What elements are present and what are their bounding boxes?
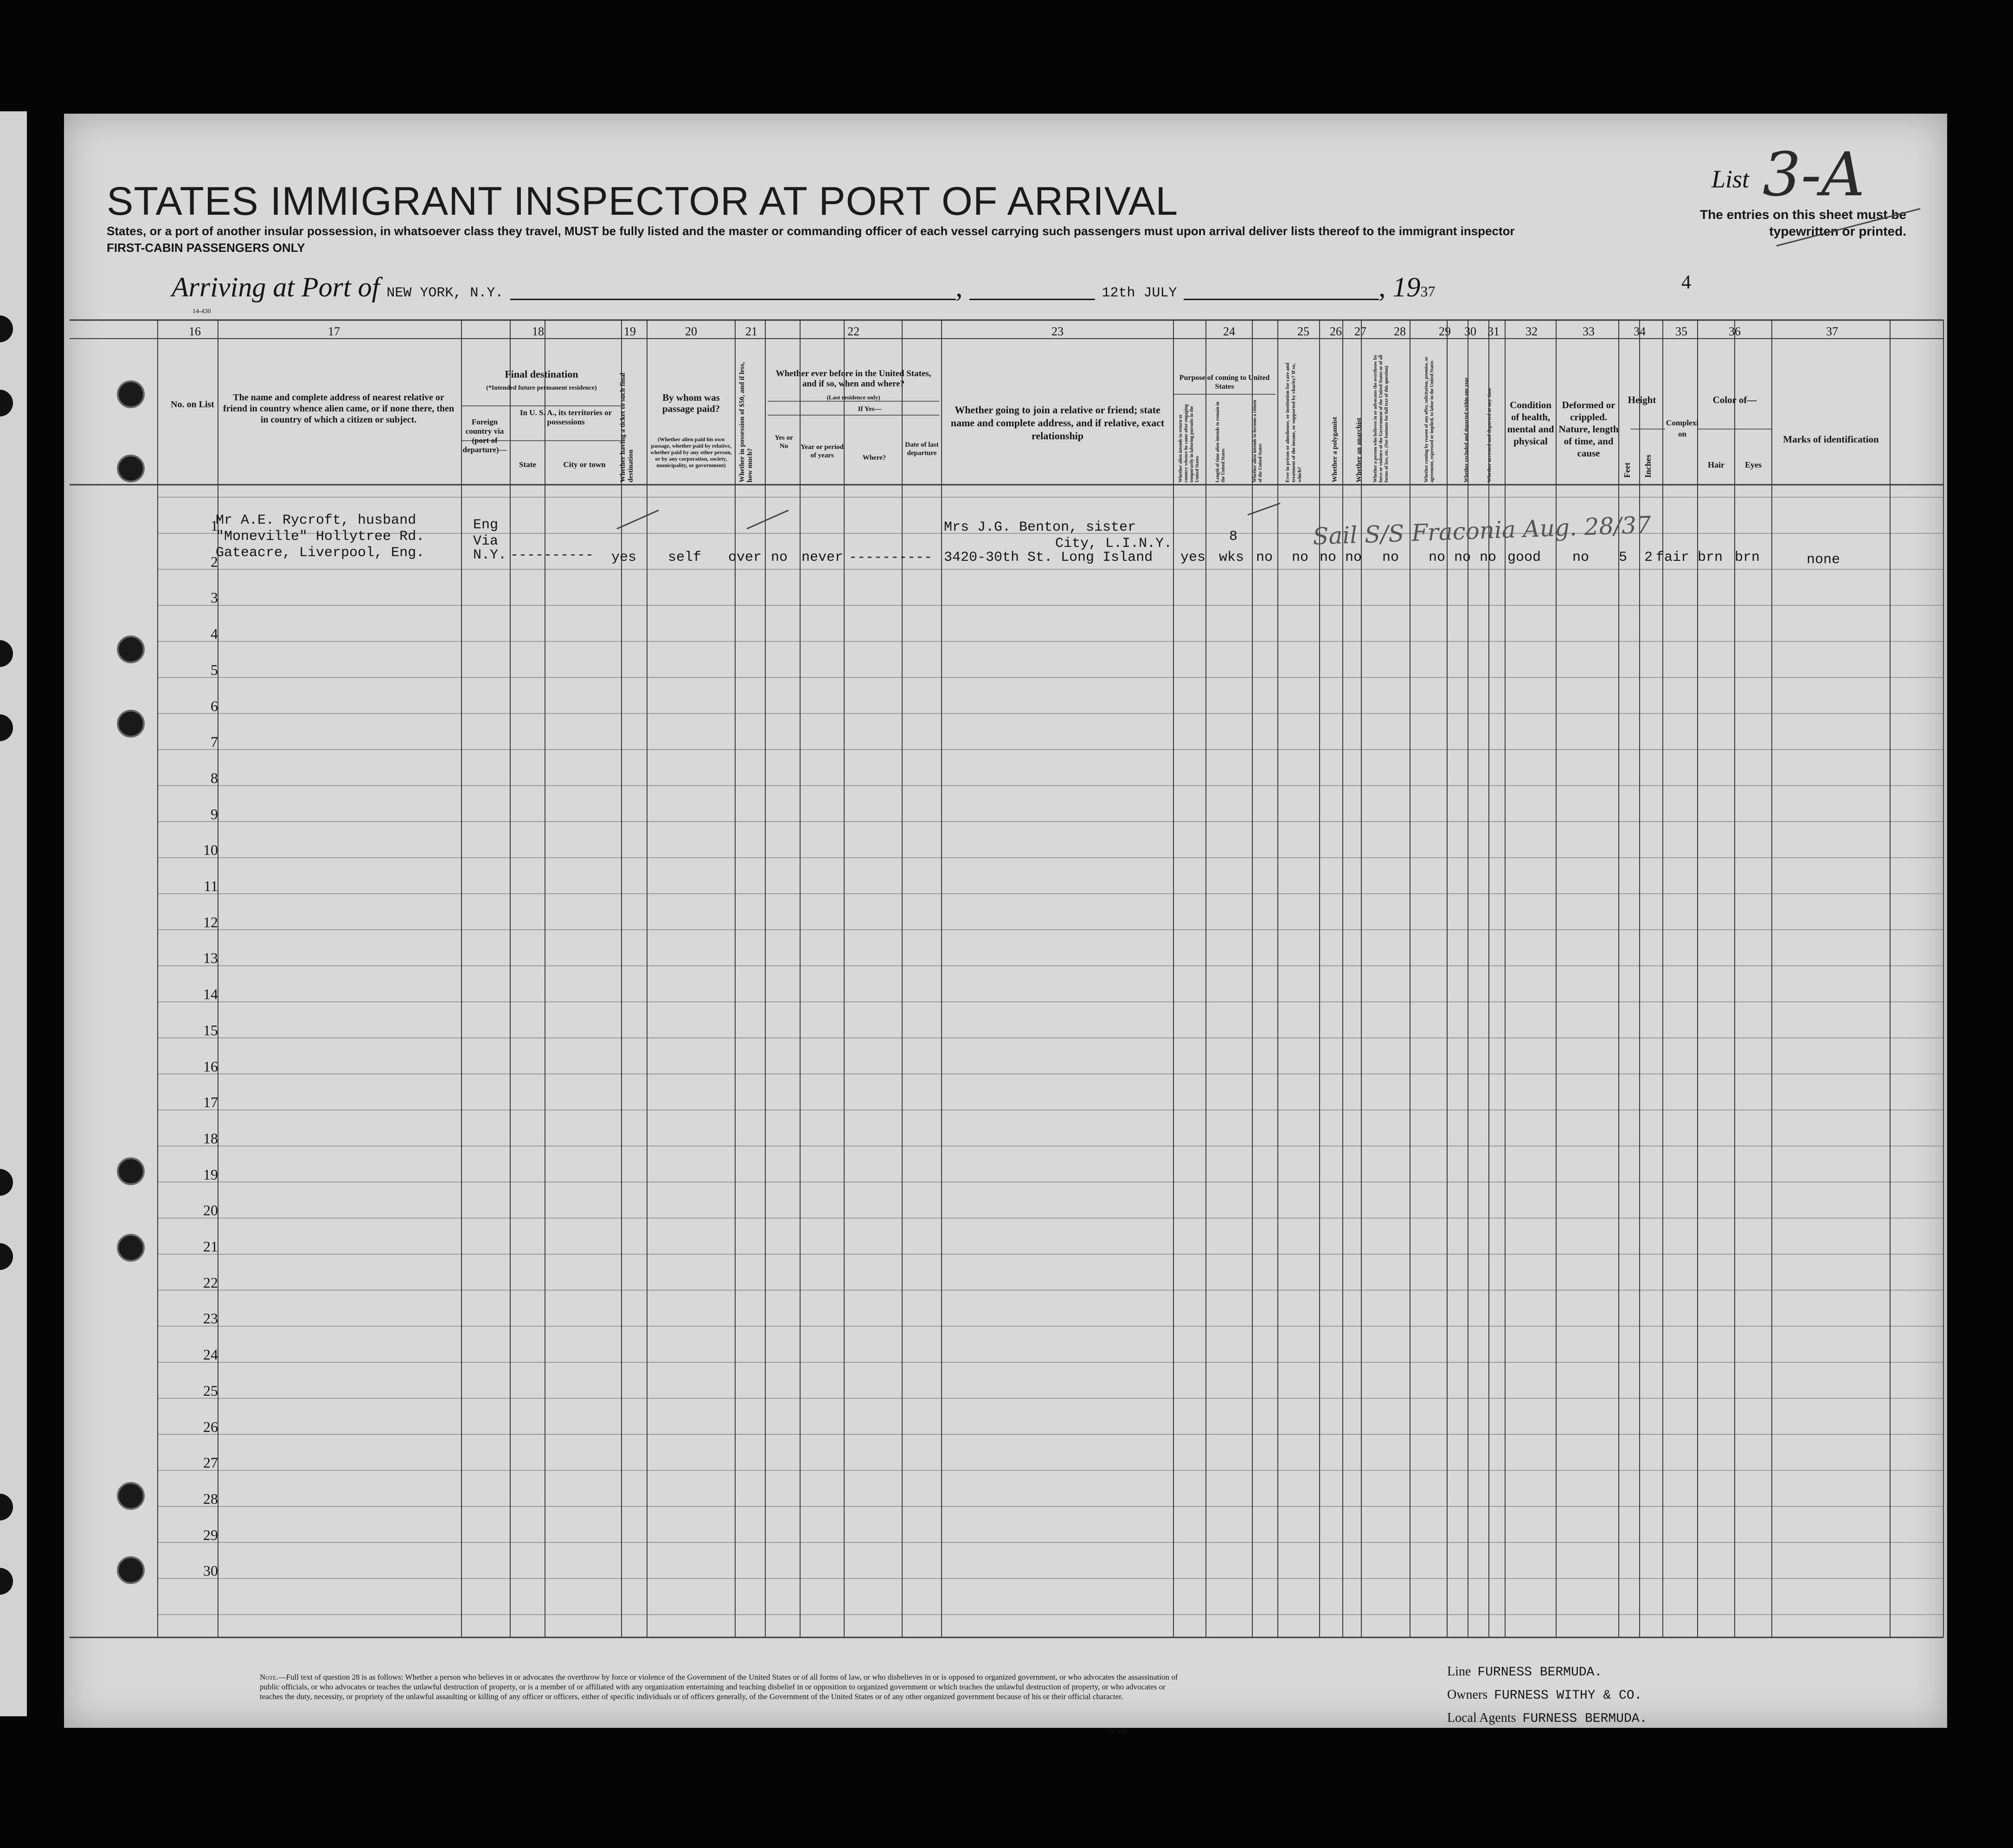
relative-name: Mr A.E. Rycroft, husband: [216, 513, 417, 528]
foreign-via: Via: [473, 533, 499, 549]
col36-header: Color of—: [1712, 394, 1757, 405]
overthrow-value: no: [1382, 550, 1399, 565]
col25-header: Ever in prison or almshouse, or institution for care and treatment of the insane, or supported by charity? If so, which?: [1285, 362, 1302, 482]
list-label: List: [1712, 165, 1750, 193]
row-number: 14: [203, 986, 218, 1003]
col18-usa: In U. S. A., its territories or possessions: [519, 408, 612, 426]
row-number: 8: [211, 769, 218, 786]
col18-subheader: (*Intended future permanent residence): [486, 385, 597, 391]
col22-date: Date of last departure: [905, 441, 939, 457]
port-label: Arriving at Port of: [172, 272, 380, 302]
row-number: 13: [203, 950, 218, 967]
arrival-date: 12th JULY: [1102, 285, 1177, 301]
col19-header: Whether having a ticket to such final destination: [619, 372, 635, 482]
destination-dashes: ----------: [510, 547, 594, 563]
punch-hole: [117, 635, 145, 663]
col34-header: Height: [1628, 394, 1656, 405]
row-number: 19: [203, 1166, 218, 1183]
col17-header: The name and complete address of nearest relative or friend in country whence alien came, or if none there, then in country of which a citizen or subject.: [223, 392, 455, 425]
row-number: 17: [203, 1094, 218, 1111]
footnote-text: —Full text of question 28 is as follows: Whether a person who believes in or advocates the overthrow by force or violence of the Government of the United States or of all forms of law, or who disbelieves in or is opposed to organized government, or who advocates the assassination of public officials, or who advocates or teaches the unlawful destruction of property, or is a member of or affiliated with any organization entertaining and teaching disbelief in or opposition to organized government or which teaches the unlawful destruction of property, or who advocates or teaches the duty, necessity, or propriety of the unlawful assaulting or killing of any officer or officers, either of specific individuals or of officers generally, of the Government of the United States or of any other organized government because of his or their official character.: [260, 1673, 1178, 1701]
row-number: 12: [203, 913, 218, 930]
col-number: 25: [1297, 325, 1309, 338]
line-value: FURNESS BERMUDA.: [1477, 1665, 1603, 1680]
instructions-text: States, or a port of another insular possession, in whatsoever class they travel, MUST be fully listed and the master or commanding officer of each vessel carrying such passengers must upon arrival deliver lists thereof to the immigrant inspector: [107, 224, 1515, 238]
col-number: 30: [1464, 325, 1476, 338]
col24-header: Purpose of coming to United States: [1179, 374, 1270, 391]
row-number: 23: [203, 1310, 218, 1327]
col18-header: Final destination: [505, 368, 578, 380]
col24b-header: Length of time alien intends to remain in the United States: [1215, 402, 1226, 482]
money-value: over: [728, 550, 762, 565]
form-code-bottom: 14-430: [1109, 1728, 1127, 1735]
col-number: 26: [1330, 325, 1342, 338]
row-number: 2: [211, 553, 218, 570]
owners-label: Owners: [1447, 1688, 1488, 1702]
adjacent-page-edge: [0, 111, 27, 1716]
polygamist-value: no: [1320, 550, 1337, 565]
row-number: 4: [211, 625, 218, 642]
manifest-sheet: [64, 114, 1947, 1728]
year-suffix: 37: [1420, 283, 1436, 300]
col18-city: City or town: [563, 460, 606, 469]
col-number: 19: [624, 325, 636, 338]
years-dashes: ----------: [849, 550, 933, 565]
row-number: 22: [203, 1274, 218, 1291]
col22-subheader: (Last residence only): [827, 394, 880, 401]
header-instructions: [107, 223, 1591, 256]
years-value: never: [801, 550, 844, 565]
col-number: 24: [1223, 325, 1235, 338]
prison-value: no: [1292, 550, 1309, 565]
col30-header: Whether excluded and deported within one year: [1463, 377, 1469, 482]
typewritten-note: The entries on this sheet must be typewritten or printed.: [1700, 207, 1906, 238]
punch-hole: [117, 1556, 145, 1584]
col31-header: Whether arrested and deported at any time: [1487, 388, 1492, 482]
citizen-value: no: [1256, 550, 1273, 565]
row-number: 11: [204, 878, 218, 894]
col20-subheader: (Whether alien paid his own passage, whether paid by relative, whether paid by any other person, or by any corporation, society, municipality, or government): [650, 436, 732, 468]
form-code-top: 14-430: [192, 308, 211, 315]
row-number: 29: [203, 1526, 218, 1543]
punch-hole: [0, 1169, 13, 1196]
complexion-value: fair: [1656, 550, 1690, 565]
health-value: good: [1507, 550, 1541, 565]
col24a-header: Whether alien intends to return to country whence he came after engaging temporarily in laboring pursuits in the United States: [1178, 404, 1200, 482]
relative-town: Gateacre, Liverpool, Eng.: [216, 545, 425, 561]
row-number: 18: [203, 1129, 218, 1147]
punch-hole: [117, 380, 145, 408]
hair-value: brn: [1698, 550, 1723, 565]
col-number: 31: [1487, 325, 1500, 338]
page-title: STATES IMMIGRANT INSPECTOR AT PORT OF ARRIVAL: [107, 179, 1179, 224]
ticket-value: yes: [611, 550, 637, 565]
agents-label: Local Agents: [1447, 1711, 1516, 1725]
punch-hole: [0, 640, 13, 667]
col-number: 17: [328, 325, 340, 338]
paid-by-value: self: [668, 550, 702, 565]
col20-header: By whom was passage paid?: [662, 392, 720, 414]
joining-name: Mrs J.G. Benton, sister: [944, 520, 1136, 535]
col28-header: Whether a person who believes in or advocates the overthrow by force or violence of the Government of the United States or of all forms of law, etc. (See footnote for full text of this question): [1373, 355, 1389, 482]
punch-hole: [117, 1157, 145, 1185]
anarchist-value: no: [1345, 550, 1362, 565]
owners-field: [1447, 1688, 1642, 1703]
offer-value: no: [1429, 550, 1446, 565]
col32-header: Condition of health, mental and physical: [1507, 399, 1554, 447]
col-number: 34: [1634, 325, 1646, 338]
col-number: 22: [847, 325, 859, 338]
punch-hole: [0, 714, 13, 741]
col21-header: Whether in possession of $50, and if less, how much?: [738, 362, 754, 482]
punch-hole: [0, 390, 13, 417]
footnote: [260, 1672, 1187, 1701]
col-number: 23: [1051, 325, 1064, 338]
row-number: 10: [203, 841, 218, 859]
row-number: 9: [211, 805, 218, 822]
col-number: 33: [1583, 325, 1595, 338]
year-prefix: 19: [1392, 272, 1421, 302]
row-number: 6: [211, 697, 218, 714]
list-number: 3-A: [1763, 139, 1865, 210]
relative-house: "Moneville" Hollytree Rd.: [216, 529, 425, 545]
punch-hole: [117, 1234, 145, 1262]
col-number: 35: [1675, 325, 1687, 338]
col22-ifyes: If Yes—: [858, 405, 882, 413]
punch-hole: [117, 455, 145, 482]
marks-value: none: [1807, 552, 1840, 568]
col-number: 37: [1826, 325, 1838, 338]
col-number: 27: [1354, 325, 1366, 338]
col27-header: Whether an anarchist: [1355, 417, 1363, 482]
length-unit: wks: [1219, 550, 1244, 565]
line-field: [1447, 1664, 1602, 1680]
length-number: 8: [1229, 529, 1238, 545]
col-number: 29: [1439, 325, 1451, 338]
eyes-value: brn: [1735, 550, 1760, 565]
col36-eyes: Eyes: [1745, 460, 1762, 469]
col-number: 18: [532, 325, 544, 338]
col-number: 28: [1394, 325, 1406, 338]
return-value: yes: [1180, 550, 1206, 565]
excluded-value: no: [1454, 550, 1471, 565]
footnote-label: Note.: [260, 1673, 278, 1681]
col34-inches: Inches: [1643, 454, 1653, 478]
col-number: 16: [189, 325, 201, 338]
row-number: 28: [203, 1490, 218, 1507]
row-number: 25: [203, 1382, 218, 1399]
row-number: 15: [203, 1021, 218, 1039]
row-number: 24: [203, 1346, 218, 1363]
col33-header: Deformed or crippled. Nature, length of time, and cause: [1558, 399, 1619, 459]
col22-year: Year or period of years: [801, 443, 844, 459]
col-number: 21: [745, 325, 757, 338]
col22-yesno: Yes or No: [775, 434, 793, 450]
col23-header: Whether going to join a relative or friend; state name and complete address, and if relative, exact relationship: [950, 404, 1165, 442]
agents-field: [1447, 1711, 1647, 1726]
foreign-port: N.Y.: [473, 547, 507, 563]
col22-where: Where?: [862, 454, 886, 462]
col-number: 36: [1729, 325, 1741, 338]
page-number: 4: [1681, 272, 1691, 293]
handwritten-annotation: Sail S/S Fraconia Aug. 28/37: [1312, 511, 1652, 550]
col37-header: Marks of identification: [1783, 434, 1879, 445]
inches-value: 2: [1644, 550, 1653, 565]
row-number: 30: [203, 1562, 218, 1579]
punch-hole: [0, 1568, 13, 1595]
col-number: 20: [685, 325, 697, 338]
row-number: 20: [203, 1202, 218, 1219]
punch-hole: [0, 1243, 13, 1270]
col16-header: No. on List: [171, 399, 214, 410]
col-number: 32: [1526, 325, 1538, 338]
col18-foreign: Foreign country via (port of departure)—: [462, 417, 507, 454]
punch-hole: [0, 315, 13, 342]
line-label: Line: [1447, 1664, 1471, 1679]
col29-header: Whether coming by reason of any offer, solicitation, promise, or agreement, expressed or implied, to labor in the United States: [1424, 356, 1435, 482]
agents-value: FURNESS BERMUDA.: [1522, 1712, 1648, 1726]
deformed-value: no: [1572, 550, 1590, 565]
col34-feet: Feet: [1622, 462, 1632, 478]
row-number: 7: [211, 733, 218, 751]
punch-hole: [117, 710, 145, 738]
col22-header: Whether ever before in the United States, and if so, when and where?: [776, 369, 931, 389]
before-in-us-value: no: [771, 550, 788, 565]
joining-city: City, L.I.N.Y.: [1055, 536, 1173, 552]
port-value: NEW YORK, N.Y.: [386, 285, 504, 301]
row-number: 27: [203, 1454, 218, 1471]
col18-state: State: [519, 460, 536, 469]
col24c-header: Whether alien intends to become a citizen of the United States: [1252, 400, 1263, 482]
row-number: 3: [211, 589, 218, 606]
punch-hole: [0, 1494, 13, 1521]
row-number: 5: [211, 661, 218, 678]
foreign-country: Eng: [473, 517, 499, 533]
passenger-class: FIRST-CABIN PASSENGERS ONLY: [107, 241, 305, 255]
col35-header: Complexion: [1666, 418, 1699, 438]
row-number: 21: [203, 1238, 218, 1255]
col26-header: Whether a polygamist: [1331, 417, 1339, 482]
arrested-value: no: [1480, 550, 1497, 565]
row-number: 26: [203, 1418, 218, 1435]
row-number: 1: [211, 517, 218, 534]
row-number: 16: [203, 1058, 218, 1075]
arrival-line: Arriving at Port of NEW YORK, N.Y. ________________________________, _________ 12th JULY ______________, 1937: [172, 272, 1436, 302]
feet-value: 5: [1619, 550, 1628, 565]
col36-hair: Hair: [1708, 460, 1725, 469]
owners-value: FURNESS WITHY & CO.: [1494, 1688, 1642, 1703]
punch-hole: [117, 1482, 145, 1510]
joining-address: 3420-30th St. Long Island: [944, 550, 1153, 565]
